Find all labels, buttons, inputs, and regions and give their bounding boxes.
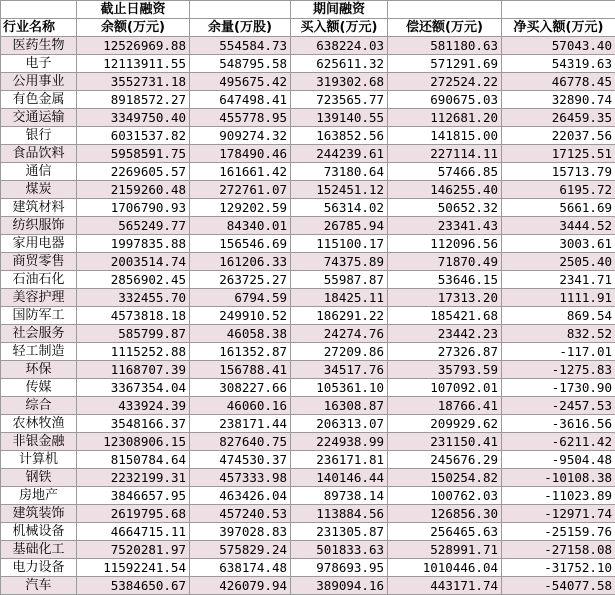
cell-volume: 426079.94 (190, 577, 291, 595)
cell-industry-name: 房地产 (1, 487, 77, 505)
cell-balance: 5384650.67 (77, 577, 190, 595)
column-header-net-buy: 净买入额(万元) (502, 19, 615, 37)
cell-industry-name: 轻工制造 (1, 343, 77, 361)
cell-net-buy: -12971.74 (502, 505, 615, 523)
cell-buy-amount: 152451.12 (291, 181, 388, 199)
cell-repay-amount: 150254.82 (388, 469, 502, 487)
table-row (1, 397, 615, 415)
cell-buy-amount: 501833.63 (291, 541, 388, 559)
cell-repay-amount: 27326.87 (388, 343, 502, 361)
table-row (1, 451, 615, 469)
column-header-volume: 余量(万股) (190, 19, 291, 37)
cell-buy-amount: 115100.17 (291, 235, 388, 253)
cell-industry-name: 煤炭 (1, 181, 77, 199)
cell-industry-name: 农林牧渔 (1, 415, 77, 433)
cell-balance: 3349750.40 (77, 109, 190, 127)
cell-buy-amount: 625611.32 (291, 55, 388, 73)
cell-buy-amount: 224938.99 (291, 433, 388, 451)
cell-net-buy: -1730.90 (502, 379, 615, 397)
cell-net-buy: 26459.35 (502, 109, 615, 127)
cell-balance: 3367354.04 (77, 379, 190, 397)
cell-repay-amount: 227114.11 (388, 145, 502, 163)
cell-volume: 827640.75 (190, 433, 291, 451)
cell-balance: 1115252.88 (77, 343, 190, 361)
cell-industry-name: 纺织服饰 (1, 217, 77, 235)
cell-repay-amount: 107092.01 (388, 379, 502, 397)
cell-balance: 4573818.18 (77, 307, 190, 325)
cell-volume: 457240.53 (190, 505, 291, 523)
header-group-period: 期间融资 (291, 1, 388, 19)
table-row (1, 505, 615, 523)
cell-repay-amount: 50652.32 (388, 199, 502, 217)
cell-volume: 238171.44 (190, 415, 291, 433)
cell-industry-name: 环保 (1, 361, 77, 379)
table-row (1, 415, 615, 433)
cell-volume: 909274.32 (190, 127, 291, 145)
cell-industry-name: 建筑材料 (1, 199, 77, 217)
cell-industry-name: 计算机 (1, 451, 77, 469)
cell-balance: 12308906.15 (77, 433, 190, 451)
table-row (1, 523, 615, 541)
table-row (1, 163, 615, 181)
cell-buy-amount: 236171.81 (291, 451, 388, 469)
cell-balance: 585799.87 (77, 325, 190, 343)
cell-industry-name: 社会服务 (1, 325, 77, 343)
cell-buy-amount: 978693.95 (291, 559, 388, 577)
cell-industry-name: 电子 (1, 55, 77, 73)
cell-buy-amount: 24274.76 (291, 325, 388, 343)
table-row (1, 271, 615, 289)
cell-net-buy: 54319.63 (502, 55, 615, 73)
cell-buy-amount: 206313.07 (291, 415, 388, 433)
cell-volume: 474530.37 (190, 451, 291, 469)
cell-buy-amount: 723565.77 (291, 91, 388, 109)
cell-buy-amount: 16308.87 (291, 397, 388, 415)
cell-buy-amount: 389094.16 (291, 577, 388, 595)
table-row (1, 433, 615, 451)
cell-industry-name: 银行 (1, 127, 77, 145)
cell-repay-amount: 18766.41 (388, 397, 502, 415)
cell-repay-amount: 35793.59 (388, 361, 502, 379)
cell-industry-name: 综合 (1, 397, 77, 415)
cell-repay-amount: 581180.63 (388, 37, 502, 55)
cell-repay-amount: 112096.56 (388, 235, 502, 253)
cell-repay-amount: 245676.29 (388, 451, 502, 469)
cell-net-buy: -54077.58 (502, 577, 615, 595)
cell-buy-amount: 638224.03 (291, 37, 388, 55)
cell-balance: 5958591.75 (77, 145, 190, 163)
cell-buy-amount: 56314.02 (291, 199, 388, 217)
cell-net-buy: 2341.71 (502, 271, 615, 289)
cell-volume: 397028.83 (190, 523, 291, 541)
header-group-row (1, 1, 615, 19)
cell-volume: 161661.42 (190, 163, 291, 181)
cell-net-buy: 5661.69 (502, 199, 615, 217)
cell-buy-amount: 231305.87 (291, 523, 388, 541)
cell-volume: 575829.24 (190, 541, 291, 559)
cell-net-buy: 32890.74 (502, 91, 615, 109)
cell-balance: 332455.70 (77, 289, 190, 307)
cell-balance: 7520281.97 (77, 541, 190, 559)
cell-buy-amount: 55987.87 (291, 271, 388, 289)
table-row (1, 487, 615, 505)
cell-volume: 463426.04 (190, 487, 291, 505)
cell-net-buy: -6211.42 (502, 433, 615, 451)
cell-repay-amount: 185421.68 (388, 307, 502, 325)
cell-repay-amount: 17313.20 (388, 289, 502, 307)
header-group-cutoff: 截止日融资 (77, 1, 190, 19)
cell-industry-name: 通信 (1, 163, 77, 181)
table-row (1, 181, 615, 199)
cell-industry-name: 交通运输 (1, 109, 77, 127)
cell-balance: 11592241.54 (77, 559, 190, 577)
cell-volume: 308227.66 (190, 379, 291, 397)
cell-repay-amount: 256465.63 (388, 523, 502, 541)
cell-balance: 6031537.82 (77, 127, 190, 145)
table-row (1, 73, 615, 91)
cell-balance: 2856902.45 (77, 271, 190, 289)
cell-buy-amount: 26785.94 (291, 217, 388, 235)
cell-repay-amount: 571291.69 (388, 55, 502, 73)
cell-buy-amount: 74375.89 (291, 253, 388, 271)
cell-repay-amount: 23442.23 (388, 325, 502, 343)
table-row (1, 127, 615, 145)
table-body (1, 37, 615, 595)
cell-balance: 3552731.18 (77, 73, 190, 91)
cell-balance: 4664715.11 (77, 523, 190, 541)
cell-net-buy: -117.01 (502, 343, 615, 361)
cell-net-buy: -3616.56 (502, 415, 615, 433)
cell-industry-name: 电力设备 (1, 559, 77, 577)
cell-buy-amount: 113884.56 (291, 505, 388, 523)
cell-volume: 84340.01 (190, 217, 291, 235)
cell-industry-name: 家用电器 (1, 235, 77, 253)
cell-repay-amount: 23341.43 (388, 217, 502, 235)
column-header-buy: 买入额(万元) (291, 19, 388, 37)
cell-balance: 2159260.48 (77, 181, 190, 199)
cell-volume: 548795.58 (190, 55, 291, 73)
cell-volume: 46058.38 (190, 325, 291, 343)
cell-net-buy: 17125.51 (502, 145, 615, 163)
cell-industry-name: 美容护理 (1, 289, 77, 307)
cell-balance: 2619795.68 (77, 505, 190, 523)
table-row (1, 343, 615, 361)
cell-balance: 1706790.93 (77, 199, 190, 217)
cell-repay-amount: 443171.74 (388, 577, 502, 595)
cell-repay-amount: 690675.03 (388, 91, 502, 109)
cell-balance: 433924.39 (77, 397, 190, 415)
cell-volume: 455778.95 (190, 109, 291, 127)
cell-buy-amount: 34517.76 (291, 361, 388, 379)
column-header-industry: 行业名称 (1, 19, 77, 37)
cell-industry-name: 基础化工 (1, 541, 77, 559)
column-header-repay: 偿还额(万元) (388, 19, 502, 37)
cell-balance: 12113911.55 (77, 55, 190, 73)
cell-repay-amount: 231150.41 (388, 433, 502, 451)
cell-net-buy: 15713.79 (502, 163, 615, 181)
cell-balance: 2269605.57 (77, 163, 190, 181)
cell-buy-amount: 319302.68 (291, 73, 388, 91)
cell-repay-amount: 528991.71 (388, 541, 502, 559)
cell-net-buy: -1275.83 (502, 361, 615, 379)
cell-volume: 161352.87 (190, 343, 291, 361)
cell-repay-amount: 57466.85 (388, 163, 502, 181)
cell-repay-amount: 53646.15 (388, 271, 502, 289)
cell-repay-amount: 100762.03 (388, 487, 502, 505)
column-header-balance: 余额(万元) (77, 19, 190, 37)
cell-volume: 263725.27 (190, 271, 291, 289)
cell-buy-amount: 244239.61 (291, 145, 388, 163)
cell-repay-amount: 1010446.04 (388, 559, 502, 577)
table-row (1, 559, 615, 577)
cell-buy-amount: 139140.55 (291, 109, 388, 127)
cell-repay-amount: 71870.49 (388, 253, 502, 271)
cell-net-buy: 1111.91 (502, 289, 615, 307)
cell-volume: 161206.33 (190, 253, 291, 271)
cell-volume: 46060.16 (190, 397, 291, 415)
cell-net-buy: 832.52 (502, 325, 615, 343)
cell-volume: 6794.59 (190, 289, 291, 307)
table-row (1, 325, 615, 343)
cell-industry-name: 钢铁 (1, 469, 77, 487)
cell-balance: 12526969.88 (77, 37, 190, 55)
cell-industry-name: 石油石化 (1, 271, 77, 289)
cell-net-buy: -25159.76 (502, 523, 615, 541)
cell-net-buy: -10108.38 (502, 469, 615, 487)
cell-net-buy: -27158.08 (502, 541, 615, 559)
cell-industry-name: 汽车 (1, 577, 77, 595)
cell-net-buy: 869.54 (502, 307, 615, 325)
cell-balance: 2003514.74 (77, 253, 190, 271)
cell-volume: 457333.98 (190, 469, 291, 487)
table-row (1, 145, 615, 163)
cell-repay-amount: 126856.30 (388, 505, 502, 523)
cell-industry-name: 有色金属 (1, 91, 77, 109)
table-row (1, 91, 615, 109)
table-row (1, 55, 615, 73)
cell-volume: 249910.52 (190, 307, 291, 325)
cell-repay-amount: 141815.00 (388, 127, 502, 145)
cell-balance: 3846657.95 (77, 487, 190, 505)
table-row (1, 253, 615, 271)
cell-industry-name: 公用事业 (1, 73, 77, 91)
cell-net-buy: 46778.45 (502, 73, 615, 91)
table-row (1, 217, 615, 235)
cell-net-buy: 57043.40 (502, 37, 615, 55)
cell-volume: 638174.48 (190, 559, 291, 577)
cell-net-buy: -2457.53 (502, 397, 615, 415)
cell-volume: 129202.59 (190, 199, 291, 217)
cell-buy-amount: 18425.11 (291, 289, 388, 307)
cell-buy-amount: 186291.22 (291, 307, 388, 325)
cell-balance: 1168707.39 (77, 361, 190, 379)
cell-net-buy: 6195.72 (502, 181, 615, 199)
header-blank-cell (190, 1, 291, 19)
cell-buy-amount: 105361.10 (291, 379, 388, 397)
cell-buy-amount: 89738.14 (291, 487, 388, 505)
cell-buy-amount: 163852.56 (291, 127, 388, 145)
cell-volume: 156788.41 (190, 361, 291, 379)
header-blank-cell (388, 1, 502, 19)
cell-net-buy: -31752.10 (502, 559, 615, 577)
cell-net-buy: 3444.52 (502, 217, 615, 235)
table-row (1, 37, 615, 55)
cell-industry-name: 非银金融 (1, 433, 77, 451)
cell-volume: 495675.42 (190, 73, 291, 91)
table-row (1, 199, 615, 217)
cell-repay-amount: 146255.40 (388, 181, 502, 199)
cell-volume: 178490.46 (190, 145, 291, 163)
cell-repay-amount: 112681.20 (388, 109, 502, 127)
header-column-row (1, 19, 615, 37)
cell-industry-name: 国防军工 (1, 307, 77, 325)
table-row (1, 379, 615, 397)
cell-net-buy: -11023.89 (502, 487, 615, 505)
cell-balance: 2232199.31 (77, 469, 190, 487)
cell-volume: 647498.41 (190, 91, 291, 109)
cell-industry-name: 建筑装饰 (1, 505, 77, 523)
table-row (1, 235, 615, 253)
cell-net-buy: 2505.40 (502, 253, 615, 271)
cell-volume: 156546.69 (190, 235, 291, 253)
cell-repay-amount: 209929.62 (388, 415, 502, 433)
cell-volume: 272761.07 (190, 181, 291, 199)
cell-buy-amount: 73180.64 (291, 163, 388, 181)
cell-industry-name: 医药生物 (1, 37, 77, 55)
table-row (1, 541, 615, 559)
table-row (1, 361, 615, 379)
cell-industry-name: 商贸零售 (1, 253, 77, 271)
cell-net-buy: 22037.56 (502, 127, 615, 145)
cell-net-buy: 3003.61 (502, 235, 615, 253)
cell-balance: 3548166.37 (77, 415, 190, 433)
cell-volume: 554584.73 (190, 37, 291, 55)
cell-buy-amount: 140146.44 (291, 469, 388, 487)
cell-net-buy: -9504.48 (502, 451, 615, 469)
cell-balance: 8150784.64 (77, 451, 190, 469)
cell-balance: 1997835.88 (77, 235, 190, 253)
cell-industry-name: 传媒 (1, 379, 77, 397)
table-row (1, 289, 615, 307)
cell-industry-name: 机械设备 (1, 523, 77, 541)
table-row (1, 577, 615, 595)
header-blank-cell (1, 1, 77, 19)
cell-repay-amount: 272524.22 (388, 73, 502, 91)
cell-industry-name: 食品饮料 (1, 145, 77, 163)
header-blank-cell (502, 1, 615, 19)
cell-balance: 8918572.27 (77, 91, 190, 109)
table-row (1, 469, 615, 487)
cell-buy-amount: 27209.86 (291, 343, 388, 361)
cell-balance: 565249.77 (77, 217, 190, 235)
table-row (1, 307, 615, 325)
table-row (1, 109, 615, 127)
